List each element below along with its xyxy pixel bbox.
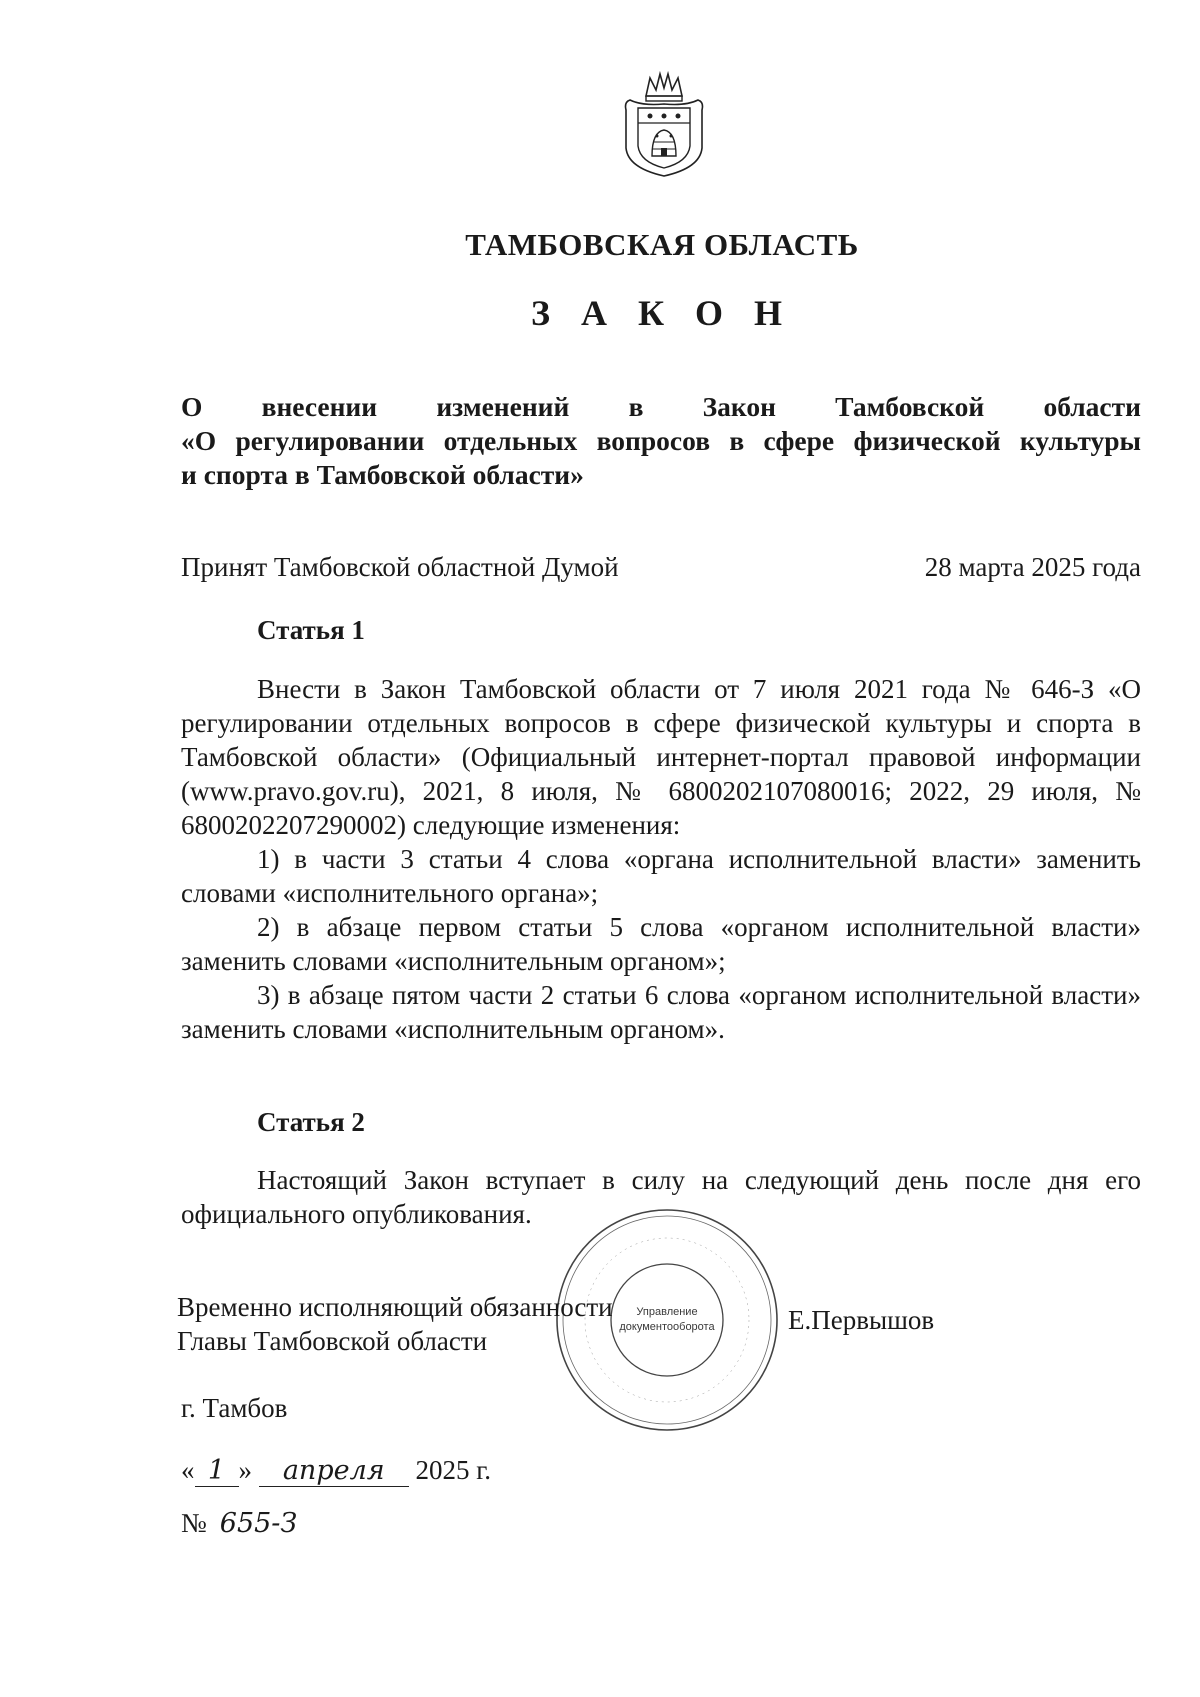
law-number xyxy=(181,1508,304,1539)
signer-position xyxy=(177,1290,613,1358)
signer-name: Е.Первышов xyxy=(788,1305,935,1335)
law-number-prefix: № xyxy=(181,1508,207,1538)
date-month-handwritten: апреля xyxy=(259,1455,409,1487)
place-of-signing: г. Тамбов xyxy=(181,1393,288,1423)
law-title-line-1 xyxy=(181,390,1141,424)
law-title-word: в xyxy=(628,391,644,422)
article-1-item-1: 1) в части 3 статьи 4 слова «органа исполнительной власти» заменить словами «исполнительного органа»; xyxy=(181,844,1141,908)
article-1-body xyxy=(181,672,1141,1046)
signer-position-line-2: Главы Тамбовской области xyxy=(177,1326,488,1356)
article-1-heading: Статья 1 xyxy=(257,615,365,645)
stamp-center-line-2: документооборота xyxy=(619,1321,715,1333)
region-heading: ТАМБОВСКАЯ ОБЛАСТЬ xyxy=(465,227,859,262)
law-title xyxy=(181,390,1141,492)
law-title-word: внесении xyxy=(261,391,378,422)
document-type-heading: З А К О Н xyxy=(530,293,794,333)
law-title-line-2: «О регулировании отдельных вопросов в сфере физической культуры xyxy=(181,425,1141,456)
adopting-body: Принят Тамбовской областной Думой xyxy=(181,552,619,582)
law-number-handwritten: 655-З xyxy=(219,1508,298,1539)
stamp-center-line-1: Управление xyxy=(636,1306,698,1318)
law-title-word: изменений xyxy=(436,391,570,422)
law-title-line-3: и спорта в Тамбовской области» xyxy=(181,459,584,490)
article-2-heading: Статья 2 xyxy=(257,1107,365,1137)
tambov-coat-of-arms-icon xyxy=(616,70,712,180)
article-1-item-3: 3) в абзаце пятом части 2 статьи 6 слова «органом исполнительной власти» заменить словами «исполнительным органом». xyxy=(181,980,1141,1044)
article-2-text: Настоящий Закон вступает в силу на следующий день после дня его официального опубликования. xyxy=(181,1165,1141,1229)
signer-position-line-1: Временно исполняющий обязанности xyxy=(177,1292,613,1322)
stamp-center-text xyxy=(617,1305,717,1335)
date-close-quote: » xyxy=(238,1455,252,1485)
date-day-handwritten: 1 xyxy=(195,1455,239,1487)
signing-date xyxy=(181,1455,491,1487)
adoption-line xyxy=(181,552,1141,583)
article-1-intro: Внести в Закон Тамбовской области от 7 июля 2021 года № 646-З «О регулировании отдельных вопросов в сфере физической культуры и спорта в Тамбовской области» (Официальный интернет-портал правовой информации (www.pravo.gov.ru), 2021, 8 июля, № 6800202107080016; 2022, 29 июля, № 6800202207290002) следующие изменения: xyxy=(181,674,1141,840)
article-1-item-2: 2) в абзаце первом статьи 5 слова «органом исполнительной власти» заменить словами «исполнительным органом»; xyxy=(181,912,1141,976)
date-year: 2025 г. xyxy=(415,1455,492,1485)
law-title-word: О xyxy=(181,391,203,422)
adoption-date: 28 марта 2025 года xyxy=(924,552,1141,582)
date-open-quote: « xyxy=(181,1455,195,1485)
law-title-word: области xyxy=(1043,391,1141,422)
law-title-word: Закон xyxy=(702,391,776,422)
law-title-word: Тамбовской xyxy=(835,391,985,422)
